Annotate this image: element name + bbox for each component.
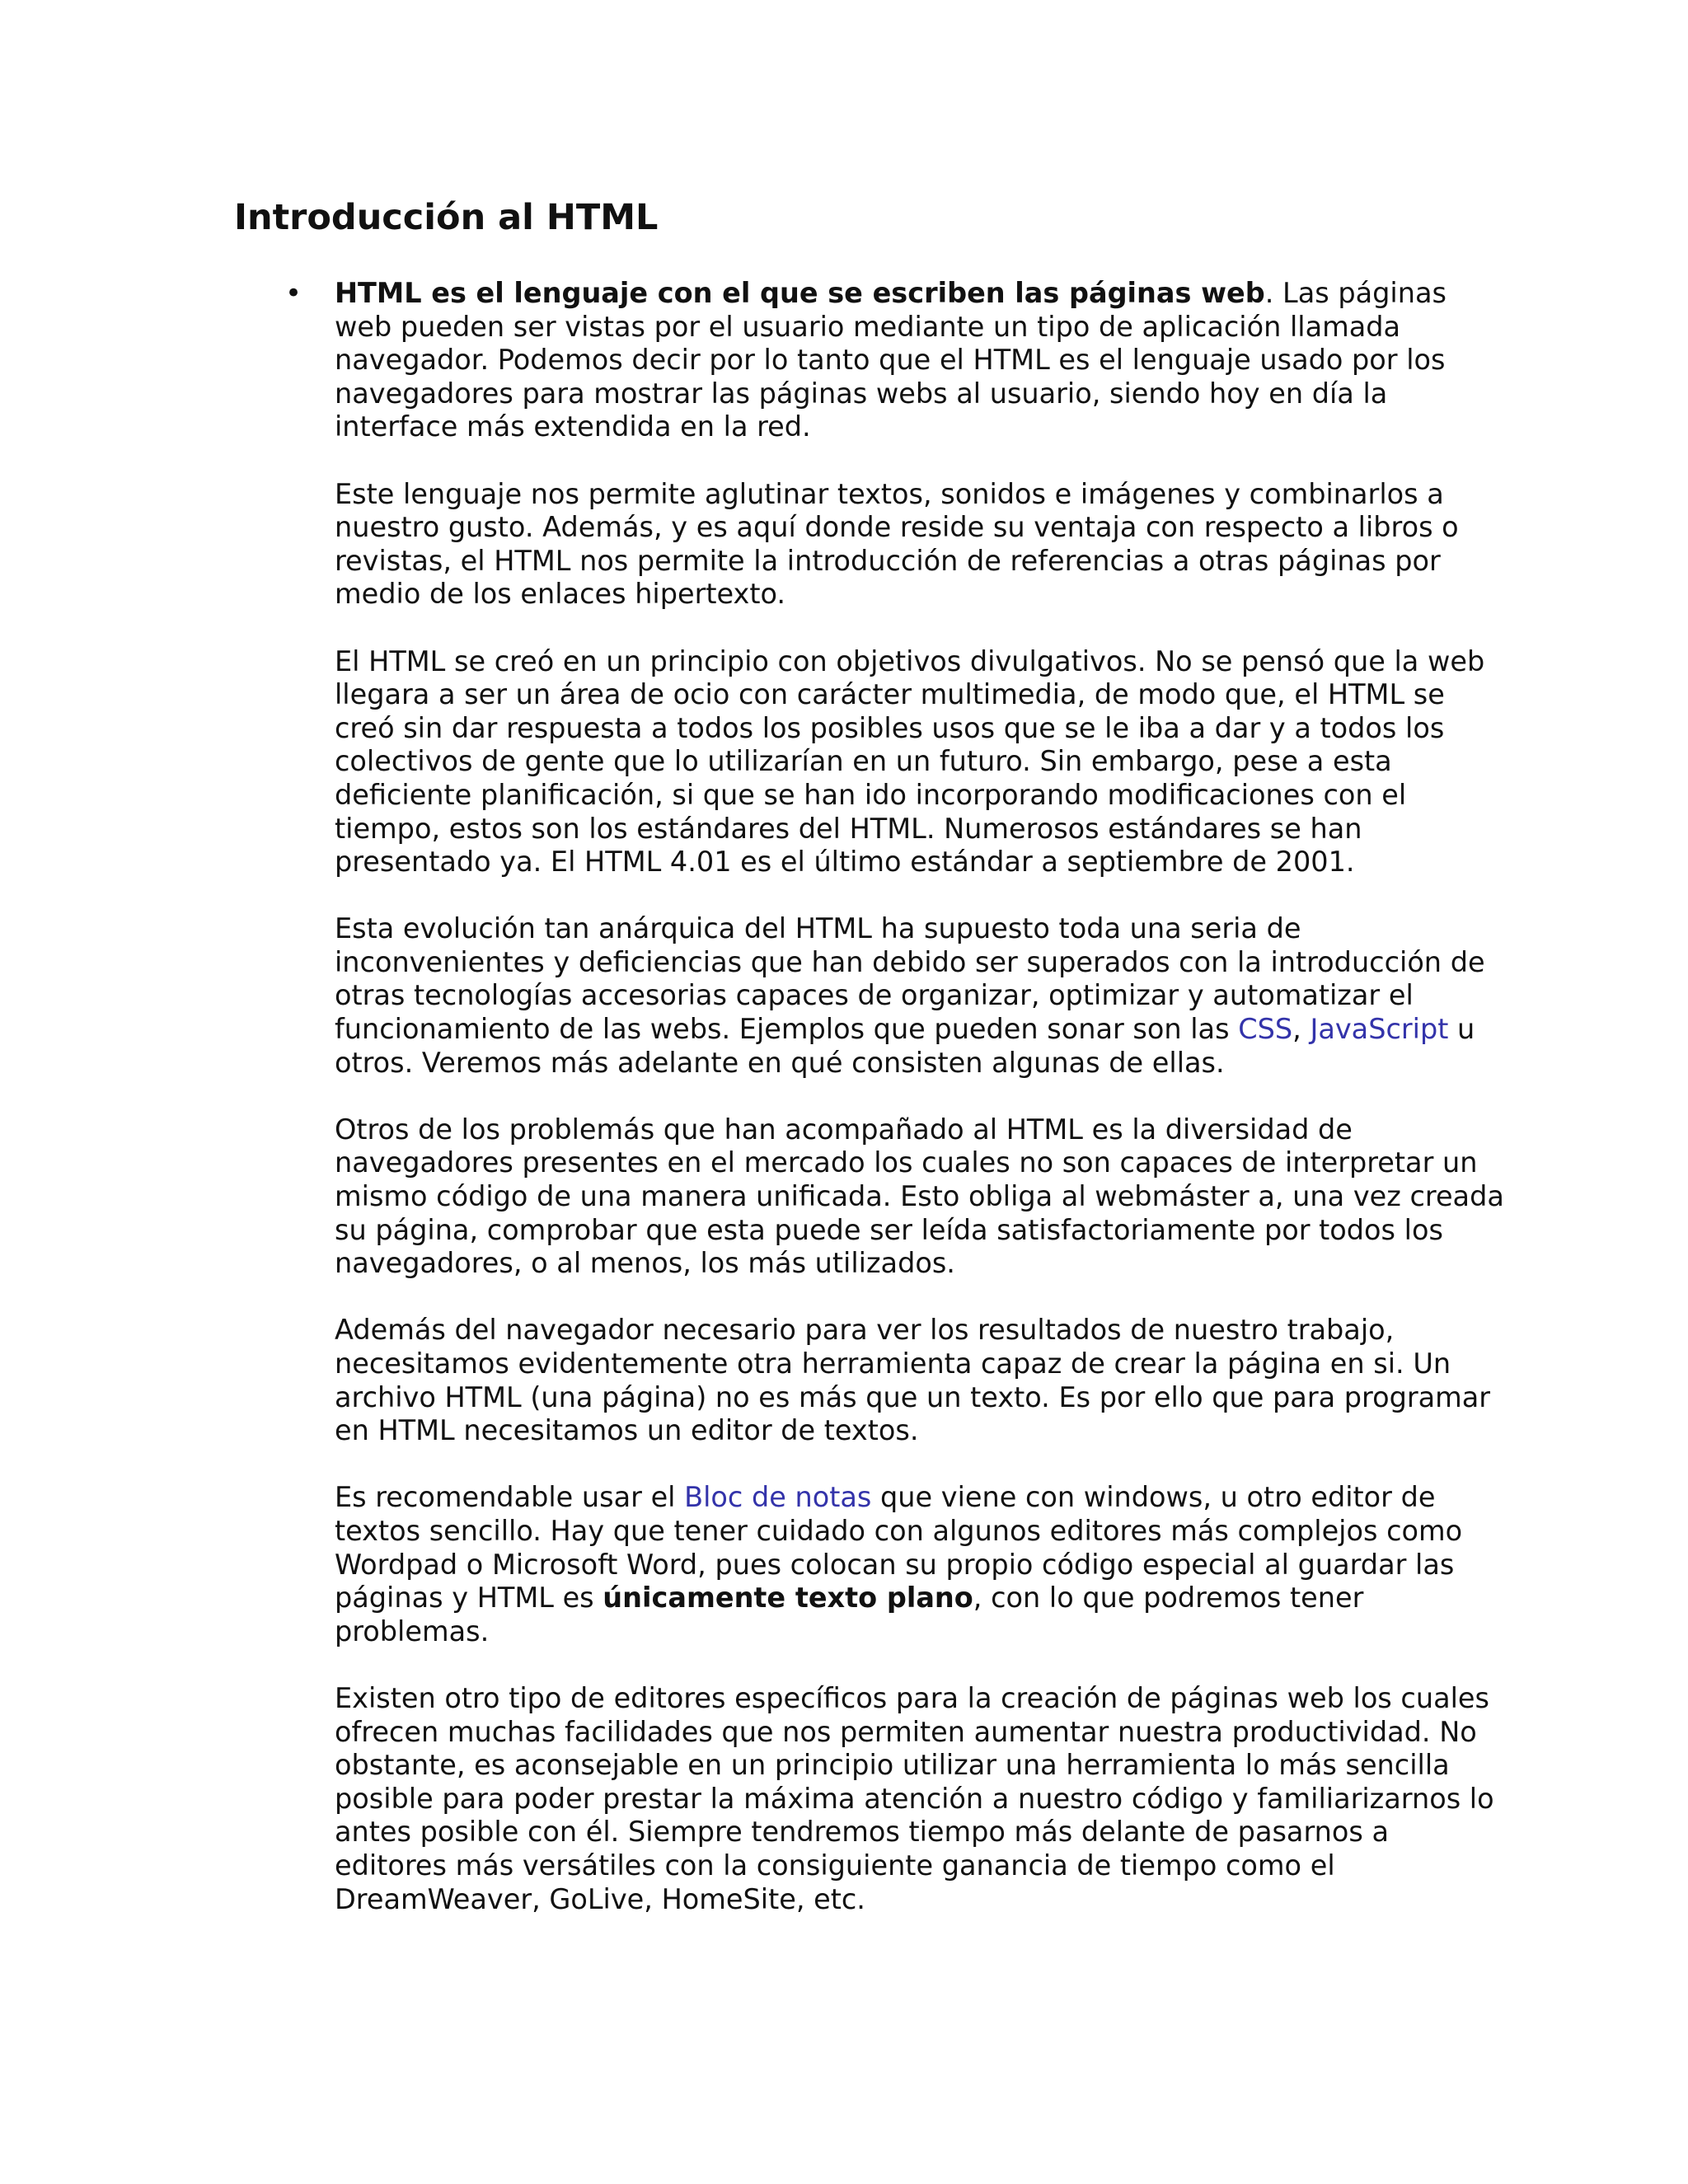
paragraph-language: Este lenguaje nos permite aglutinar textos, sonidos e imágenes y combinarlos a nuestro gusto. Además, y es aquí donde reside su ventaja con respecto a libros o revistas, el HTML nos permite la introducción de referencias a otras páginas por medio de los enlaces hipertexto.: [335, 477, 1459, 611]
content-list: [234, 277, 1504, 1916]
paragraph-browsers: Otros de los problemás que han acompañado al HTML es la diversidad de navegadores presentes en el mercado los cuales no son capaces de interpretar un mismo código de una manera unificada. Esto obliga al webmáster a, una vez creada su página, comprobar que esta puede ser leída satisfactoriamente por todos los navegadores, o al menos, los más utilizados.: [335, 1113, 1504, 1280]
paragraph-intro: [335, 277, 1505, 444]
paragraph-notepad: [335, 1481, 1505, 1648]
evolution-text-end: u otros. Veremos más adelante en qué consisten algunas de ellas.: [335, 1013, 1475, 1079]
notepad-text-middle: que viene con windows, u otro editor de textos sencillo. Hay que tener cuidado con algunos editores más complejos como Wordpad o Microsoft Word, pues colocan su propio código especial al guardar las páginas y HTML es: [335, 1481, 1463, 1615]
comma-text: ,: [1292, 1013, 1311, 1046]
list-item: [234, 277, 1504, 1916]
bullet-icon: •: [285, 277, 302, 310]
plain-text-bold: únicamente texto plano: [603, 1582, 973, 1615]
paragraph-editor-need: Además del navegador necesario para ver los resultados de nuestro trabajo, necesitamos evidentemente otra herramienta capaz de crear la página en si. Un archivo HTML (una página) no es más que un texto. Es por ello que para programar en HTML necesitamos un editor de textos.: [335, 1314, 1491, 1447]
javascript-link[interactable]: JavaScript: [1310, 1013, 1449, 1046]
evolution-text: Esta evolución tan anárquica del HTML ha supuesto toda una seria de inconvenientes y deficiencias que han debido ser superados con la introducción de otras tecnologías accesorias capaces de organizar, optimizar y automatizar el funcionamiento de las webs. Ejemplos que pueden sonar son las: [335, 912, 1485, 1046]
intro-text: . Las páginas web pueden ser vistas por el usuario mediante un tipo de aplicación llamada navegador. Podemos decir por lo tanto que el HTML es el lenguaje usado por los navegadores para mostrar las páginas webs al usuario, siendo hoy en día la interface más extendida en la red.: [335, 277, 1447, 443]
notepad-text: Es recomendable usar el: [335, 1481, 685, 1514]
document-page: [234, 194, 1504, 1916]
notepad-text-end: , con lo que podremos tener problemas.: [335, 1582, 1364, 1647]
paragraph-specific-editors: Existen otro tipo de editores específicos para la creación de páginas web los cuales ofrecen muchas facilidades que nos permiten aumentar nuestra productividad. No obstante, es aconsejable en un principio utilizar una herramienta lo más sencilla posible para poder prestar la máxima atención a nuestro código y familiarizarnos lo antes posible con él. Siempre tendremos tiempo más delante de pasarnos a editores más versátiles con la consiguiente ganancia de tiempo como el DreamWeaver, GoLive, HomeSite, etc.: [335, 1681, 1494, 1915]
intro-bold-text: HTML es el lenguaje con el que se escriben las páginas web: [335, 277, 1265, 309]
css-link[interactable]: CSS: [1238, 1013, 1293, 1046]
paragraph-evolution: [335, 912, 1505, 1080]
page-title: Introducción al HTML: [234, 197, 659, 238]
paragraph-history: El HTML se creó en un principio con objetivos divulgativos. No se pensó que la web llegara a ser un área de ocio con carácter multimedia, de modo que, el HTML se creó sin dar respuesta a todos los posibles usos que se le iba a dar y a todos los colectivos de gente que lo utilizarían en un futuro. Sin embargo, pese a esta deficiente planificación, si que se han ido incorporando modificaciones con el tiempo, estos son los estándares del HTML. Numerosos estándares se han presentado ya. El HTML 4.01 es el último estándar a septiembre de 2001.: [335, 644, 1485, 879]
bloc-de-notas-link[interactable]: Bloc de notas: [684, 1481, 872, 1514]
